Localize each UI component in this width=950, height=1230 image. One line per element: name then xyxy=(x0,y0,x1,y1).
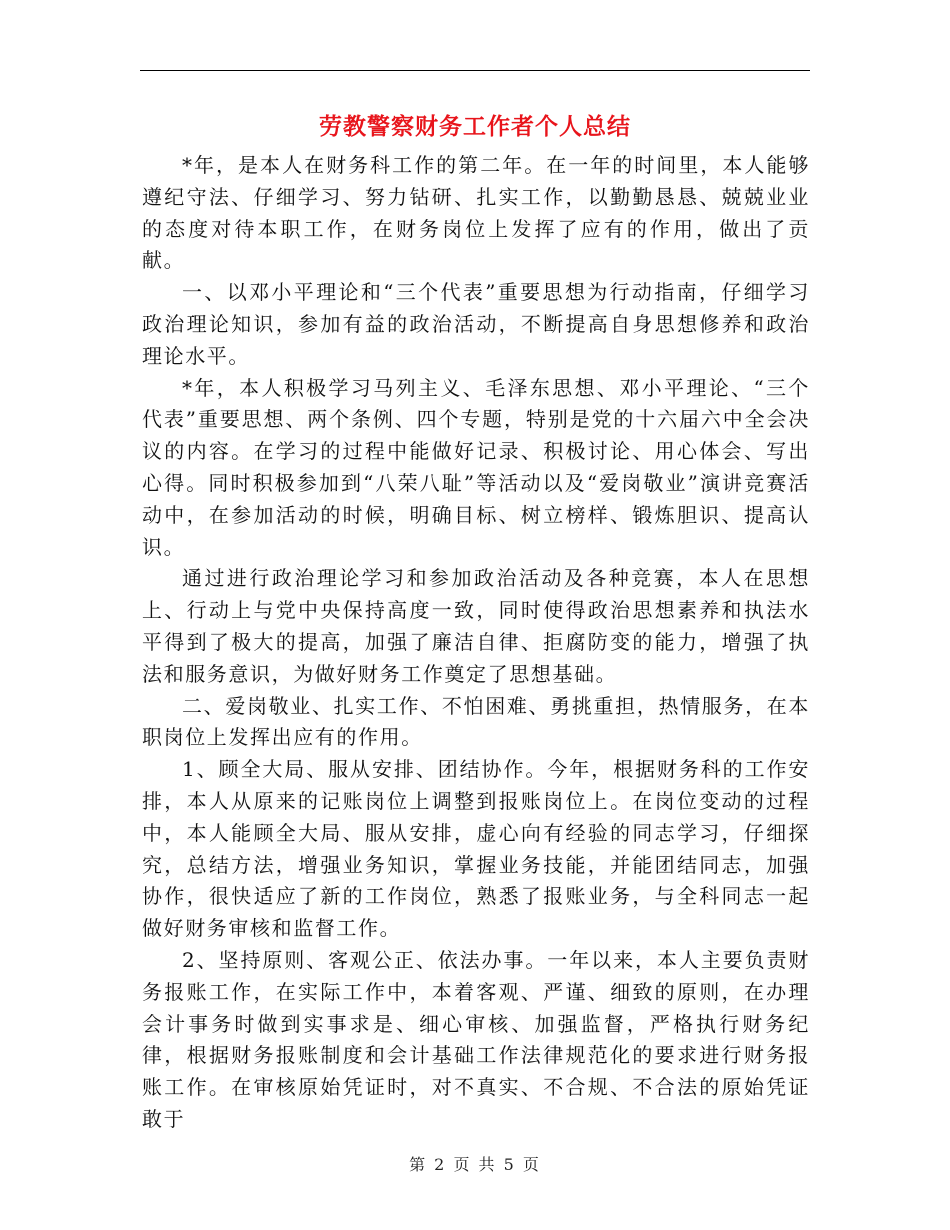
document-title: 劳教警察财务工作者个人总结 xyxy=(319,113,631,140)
paragraph: 二、爱岗敬业、扎实工作、不怕困难、勇挑重担，热情服务，在本职岗位上发挥出应有的作用。 xyxy=(142,693,810,750)
header-rule xyxy=(140,70,810,71)
paragraph: *年，本人积极学习马列主义、毛泽东思想、邓小平理论、“三个代表”重要思想、两个条例、四个专题，特别是党的十六届六中全会决议的内容。在学习的过程中能做好记录、积极讨论、用心体会、写出心得。同时积极参加到“八荣八耻”等活动以及“爱岗敬业”演讲竞赛活动中，在参加活动的时候，明确目标、树立榜样、锻炼胆识、提高认识。 xyxy=(142,375,810,559)
document-body xyxy=(142,150,810,1136)
paragraph: 2、坚持原则、客观公正、依法办事。一年以来，本人主要负责财务报账工作，在实际工作中，本着客观、严谨、细致的原则，在办理会计事务时做到实事求是、细心审核、加强监督，严格执行财务纪律，根据财务报账制度和会计基础工作法律规范化的要求进行财务报账工作。在审核原始凭证时，对不真实、不合规、不合法的原始凭证敢于 xyxy=(142,947,810,1131)
paragraph: 1、顾全大局、服从安排、团结协作。今年，根据财务科的工作安排，本人从原来的记账岗位上调整到报账岗位上。在岗位变动的过程中，本人能顾全大局、服从安排，虚心向有经验的同志学习，仔细探究，总结方法，增强业务知识，掌握业务技能，并能团结同志，加强协作，很快适应了新的工作岗位，熟悉了报账业务，与全科同志一起做好财务审核和监督工作。 xyxy=(142,757,810,941)
page-number-footer: 第 2 页 共 5 页 xyxy=(409,1155,541,1174)
paragraph: 一、以邓小平理论和“三个代表”重要思想为行动指南，仔细学习政治理论知识，参加有益的政治活动，不断提高自身思想修养和政治理论水平。 xyxy=(142,280,810,368)
paragraph: *年，是本人在财务科工作的第二年。在一年的时间里，本人能够遵纪守法、仔细学习、努力钻研、扎实工作，以勤勤恳恳、兢兢业业的态度对待本职工作，在财务岗位上发挥了应有的作用，做出了贡献。 xyxy=(142,153,810,273)
paragraph: 通过进行政治理论学习和参加政治活动及各种竞赛，本人在思想上、行动上与党中央保持高度一致，同时使得政治思想素养和执法水平得到了极大的提高，加强了廉洁自律、拒腐防变的能力，增强了执法和服务意识，为做好财务工作奠定了思想基础。 xyxy=(142,566,810,686)
